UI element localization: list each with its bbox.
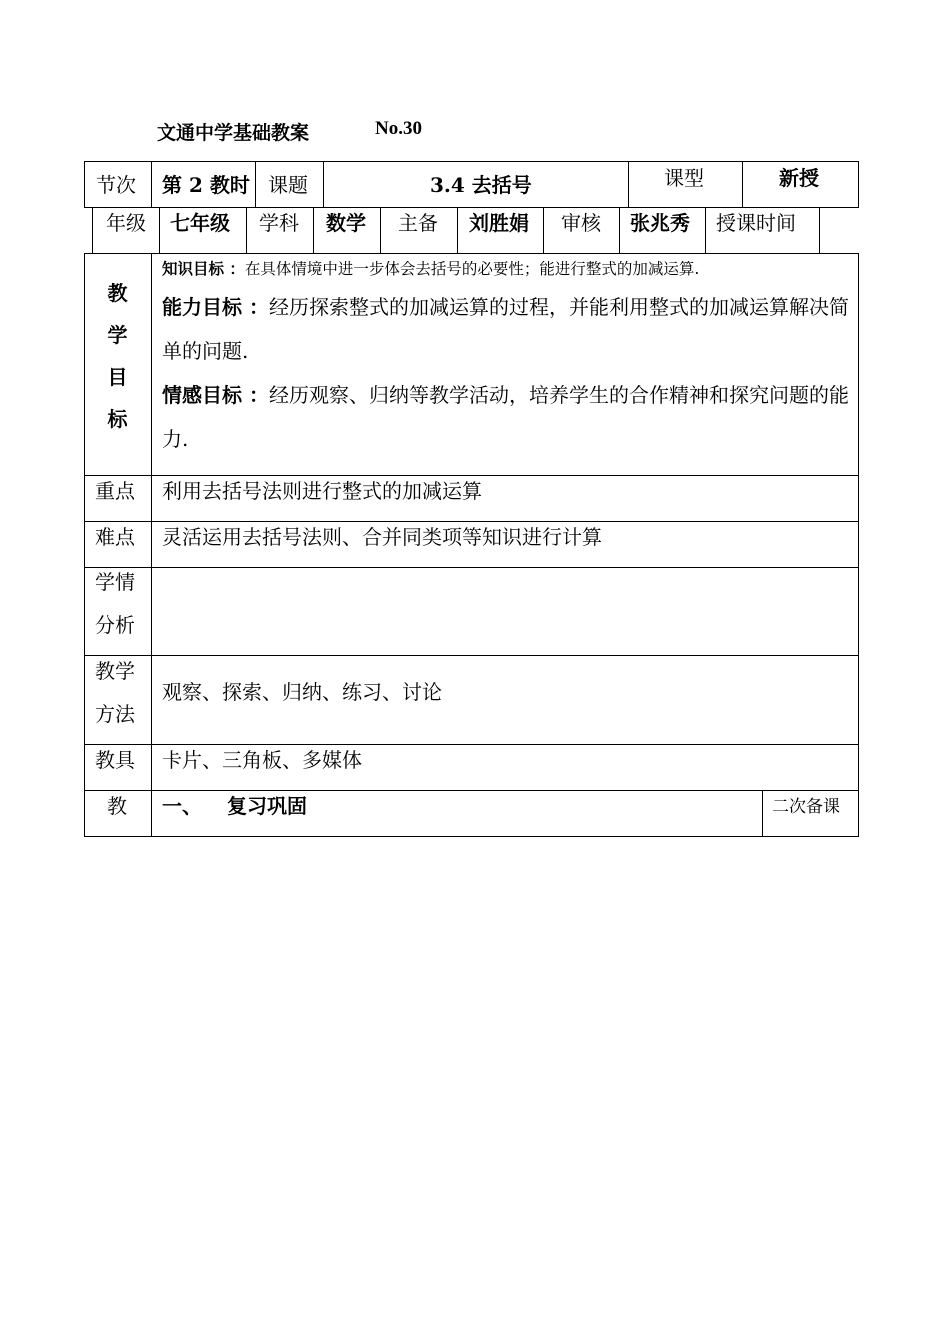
knowledge-objective-text: 在具体情境中进一步体会去括号的必要性；能进行整式的加减运算. [244,260,700,278]
objectives-label-char: 教 [107,281,128,305]
objectives-label-char: 目 [107,365,128,389]
ability-objective-label: 能力目标 ： [162,295,269,319]
objectives-content [162,259,862,461]
lead-label: 主备 [398,211,438,235]
lead-value: 刘胜娟 [469,211,529,235]
methods-label-line1: 教学 [95,659,135,683]
objectives-label-char: 标 [107,407,128,431]
subject-value: 数学 [326,211,366,235]
ability-objective-text: 经历探索整式的加减运算的过程，并能利用整式的加减运算解决简单的问题. [162,295,849,363]
session-value: 第 2 教时 [162,173,250,197]
methods-text: 观察、探索、归纳、练习、讨论 [162,680,442,704]
analysis-label-line2: 分析 [95,613,135,637]
topic-label: 课题 [268,173,308,197]
methods-label-line2: 方法 [95,702,135,726]
session-label: 节次 [96,173,136,197]
objectives-label-char: 学 [107,323,128,347]
tools-text: 卡片、三角板、多媒体 [162,748,362,772]
key-points-text: 利用去括号法则进行整式的加减运算 [162,479,482,503]
emotion-objective-label: 情感目标 ： [162,383,269,407]
knowledge-objective-label: 知识目标 ： [162,259,245,278]
section-number: 一、 [162,794,202,818]
grade-label: 年级 [106,211,146,235]
review-label: 审核 [561,211,601,235]
grade-value: 七年级 [170,211,230,235]
review-value: 张兆秀 [630,211,690,235]
analysis-label-line1: 学情 [95,570,135,594]
school-title: 文通中学基础教案 [157,122,310,144]
type-label: 课型 [664,166,704,190]
knowledge-objective [162,259,862,279]
key-points-label: 重点 [95,479,135,503]
difficulties-label: 难点 [95,525,135,549]
process-label: 教 [107,794,127,818]
objectives-label [85,272,150,440]
difficulties-text: 灵活运用去括号法则、合并同类项等知识进行计算 [162,525,602,549]
emotion-objective-text: 经历观察、归纳等教学活动，培养学生的合作精神和探究问题的能力. [162,383,849,451]
type-value: 新授 [779,166,819,190]
ability-objective [162,285,862,373]
subject-label: 学科 [259,211,299,235]
document-title [157,118,422,145]
emotion-objective [162,373,862,461]
topic-value: 3.4 去括号 [430,173,532,197]
second-preparation-label: 二次备课 [772,797,840,817]
time-label: 授课时间 [716,211,796,235]
lesson-number: No.30 [375,118,422,139]
tools-label: 教具 [95,748,135,772]
section-title: 复习巩固 [227,794,307,818]
